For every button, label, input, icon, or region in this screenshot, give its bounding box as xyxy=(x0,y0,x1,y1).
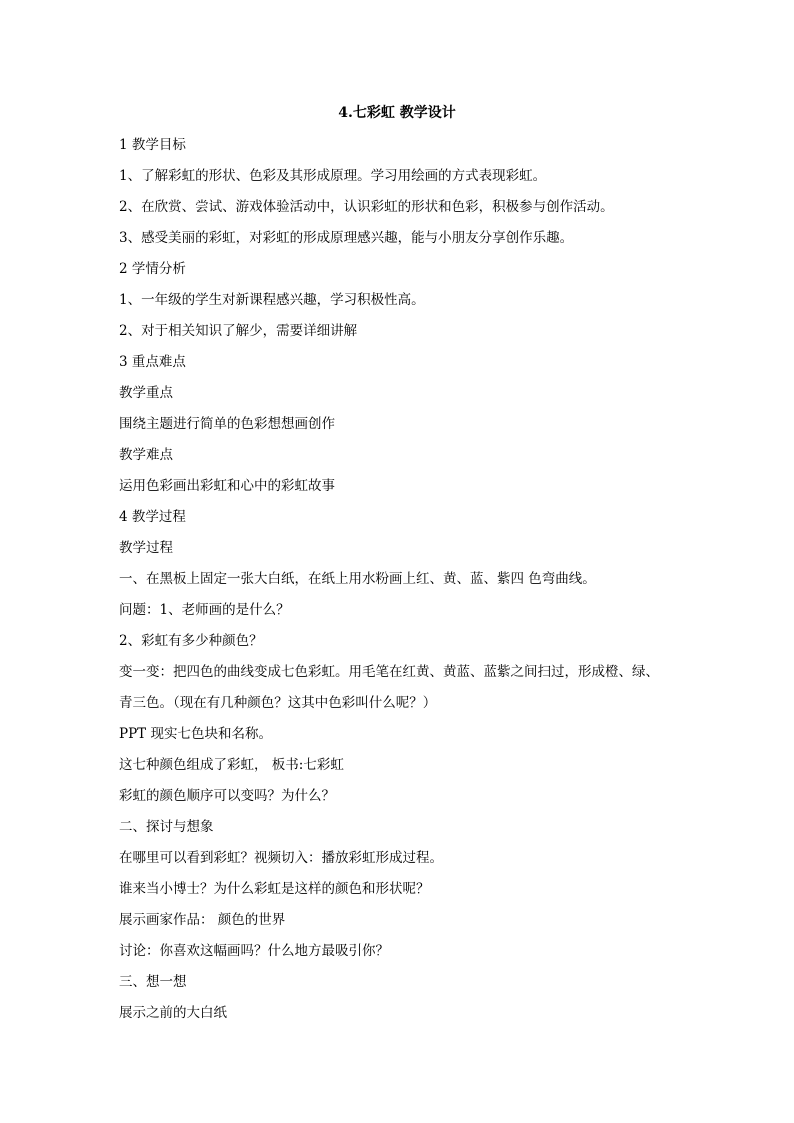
document-body xyxy=(119,135,689,1034)
subheading-think: 三、想一想 xyxy=(119,974,187,990)
paragraph-line: 2、在欣赏、尝试、游戏体验活动中，认识彩虹的形状和色彩，积极参与创作活动。 xyxy=(119,199,614,215)
subheading-difficulty: 教学难点 xyxy=(119,447,173,463)
paragraph-line: 2、对于相关知识了解少，需要详细讲解 xyxy=(119,323,358,339)
section-heading-process: 4 教学过程 xyxy=(119,509,186,525)
subheading-explore: 二、探讨与想象 xyxy=(119,819,214,835)
paragraph-line: 一、在黑板上固定一张大白纸，在纸上用水粉画上红、黄、蓝、紫四 色弯曲线。 xyxy=(119,571,596,587)
section-heading-objectives: 1 教学目标 xyxy=(119,137,186,153)
section-heading-analysis: 2 学情分析 xyxy=(119,261,186,277)
paragraph-line: 展示之前的大白纸 xyxy=(119,1005,227,1021)
paragraph-line: 在哪里可以看到彩虹？视频切入：播放彩虹形成过程。 xyxy=(119,850,443,866)
subheading-process: 教学过程 xyxy=(119,540,173,556)
subheading-focus: 教学重点 xyxy=(119,385,173,401)
paragraph-line: 1、一年级的学生对新课程感兴趣，学习积极性高。 xyxy=(119,292,425,308)
document-title: 4.七彩虹 教学设计 xyxy=(338,105,456,121)
paragraph-line: 谁来当小博士？为什么彩虹是这样的颜色和形状呢？ xyxy=(119,881,430,897)
paragraph-line: 讨论：你喜欢这幅画吗？什么地方最吸引你？ xyxy=(119,943,389,959)
paragraph-line: 变一变：把四色的曲线变成七色彩虹。用毛笔在红黄、黄蓝、蓝紫之间扫过，形成橙、绿、 xyxy=(119,664,659,680)
paragraph-line: 青三色。（现在有几种颜色？这其中色彩叫什么呢？） xyxy=(119,695,437,711)
paragraph-line: 1、了解彩虹的形状、色彩及其形成原理。学习用绘画的方式表现彩虹。 xyxy=(119,168,547,184)
section-heading-key-points: 3 重点难点 xyxy=(119,354,186,370)
paragraph-line: 问题：1、老师画的是什么？ xyxy=(119,602,290,618)
paragraph-line: 这七种颜色组成了彩虹， 板书:七彩虹 xyxy=(119,757,344,773)
paragraph-line: 3、感受美丽的彩虹，对彩虹的形成原理感兴趣，能与小朋友分享创作乐趣。 xyxy=(119,230,574,246)
paragraph-line: 彩虹的颜色顺序可以变吗？为什么？ xyxy=(119,788,335,804)
paragraph-line: 围绕主题进行简单的色彩想想画创作 xyxy=(119,416,335,432)
paragraph-line: PPT 现实七色块和名称。 xyxy=(119,726,272,742)
paragraph-line: 展示画家作品： 颜色的世界 xyxy=(119,912,286,928)
paragraph-line: 2、彩虹有多少种颜色？ xyxy=(119,633,263,649)
paragraph-line: 运用色彩画出彩虹和心中的彩虹故事 xyxy=(119,478,335,494)
